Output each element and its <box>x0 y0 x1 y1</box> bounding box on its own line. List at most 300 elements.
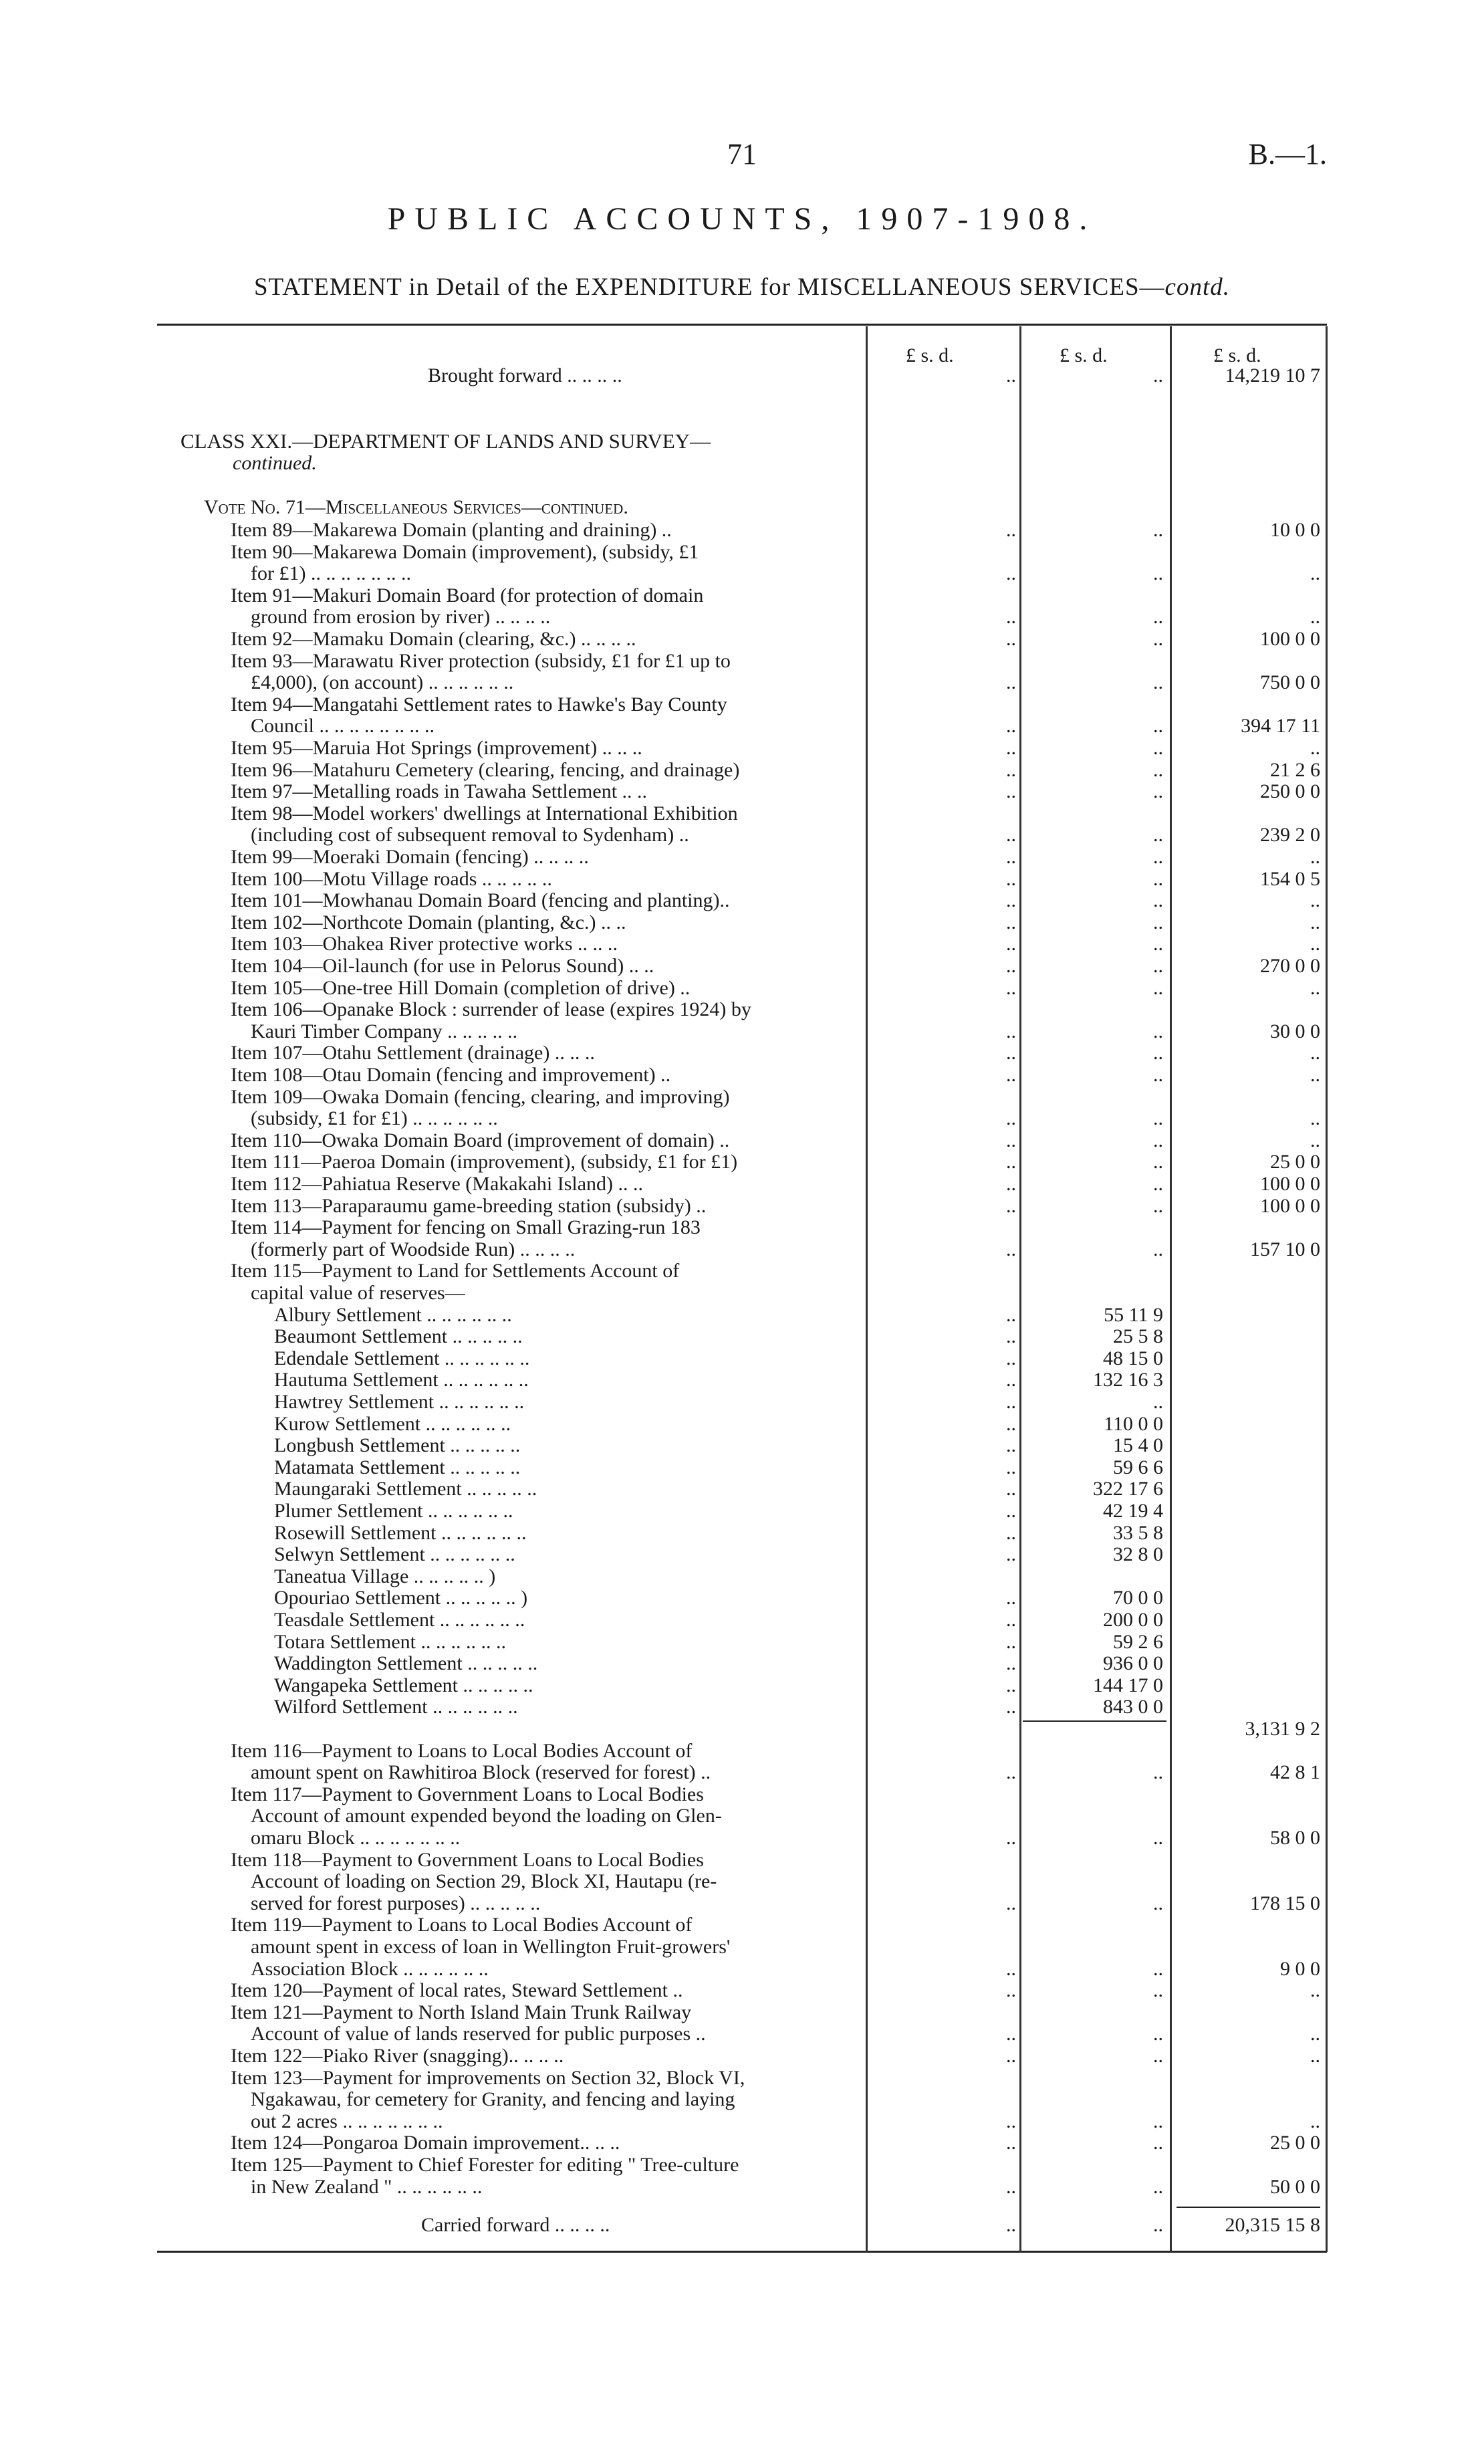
row-col2: 132 16 3 <box>1093 1369 1163 1391</box>
row-col2: .. <box>1153 737 1163 759</box>
row-col2: .. <box>1153 1761 1163 1783</box>
row-description: (subsidy, £1 for £1) .. .. .. .. .. .. <box>251 1108 498 1129</box>
row-description: Item 108—Otau Domain (fencing and improvement) .. <box>231 1065 671 1086</box>
table-row <box>0 1305 1484 1326</box>
row-description: for £1) .. .. .. .. .. .. .. <box>251 563 411 584</box>
table-row <box>0 1260 1484 1282</box>
row-col2: .. <box>1153 2023 1163 2045</box>
row-description: Item 99—Moeraki Domain (fencing) .. .. .. .. <box>231 847 589 868</box>
row-col2: .. <box>1153 628 1163 650</box>
row-col2: .. <box>1153 1064 1163 1086</box>
row-col2: .. <box>1153 1827 1163 1849</box>
row-description: Item 97—Metalling roads in Tawaha Settlement .. .. <box>231 781 648 802</box>
row-col1: .. <box>1006 1325 1016 1347</box>
row-col3: 270 0 0 <box>1260 955 1320 977</box>
row-col1: .. <box>1006 1478 1016 1500</box>
row-col3: 239 2 0 <box>1260 824 1320 846</box>
row-description: Waddington Settlement .. .. .. .. .. <box>274 1653 538 1674</box>
column-header-1: £ s. d. <box>906 344 954 366</box>
row-description: Item 95—Maruia Hot Springs (improvement) .. .. .. <box>231 738 642 759</box>
row-col1: .. <box>1006 1827 1016 1849</box>
row-col2: .. <box>1153 562 1163 584</box>
row-col3: 25 0 0 <box>1270 1151 1320 1173</box>
row-description: served for forest purposes) .. .. .. .. .. <box>251 1893 541 1914</box>
table-row <box>0 1173 1484 1195</box>
table-row <box>0 672 1484 693</box>
class-heading-continued: continued. <box>233 452 317 474</box>
table-row <box>0 1478 1484 1500</box>
brought-forward-label: Brought forward .. .. .. .. <box>428 365 622 386</box>
subtitle-main: STATEMENT in Detail of the EXPENDITURE for MISCELLANEOUS SERVICES— <box>254 273 1165 301</box>
table-row <box>0 1151 1484 1173</box>
row-col2: .. <box>1153 1391 1163 1413</box>
row-description: Item 102—Northcote Domain (planting, &c.) .. .. <box>231 912 626 933</box>
row-col2: 59 6 6 <box>1113 1456 1163 1478</box>
row-col3: 100 0 0 <box>1260 1195 1320 1217</box>
table-row <box>0 1523 1484 1544</box>
row-description: Rosewill Settlement .. .. .. .. .. .. <box>274 1523 527 1544</box>
row-description: Item 110—Owaka Domain Board (improvement of domain) .. <box>231 1130 730 1151</box>
row-col3: .. <box>1310 889 1320 911</box>
table-row <box>0 1914 1484 1936</box>
row-col1: .. <box>1006 759 1016 781</box>
row-description: Account of loading on Section 29, Block XI, Hautapu (re- <box>251 1871 717 1892</box>
row-col1: .. <box>1006 1173 1016 1195</box>
table-row <box>0 1108 1484 1129</box>
table-row <box>0 803 1484 824</box>
row-description: Item 113—Paraparaumu game-breeding station (subsidy) .. <box>231 1196 707 1217</box>
row-col1: .. <box>1006 889 1016 911</box>
row-description: Beaumont Settlement .. .. .. .. .. <box>274 1326 523 1347</box>
row-col2: .. <box>1153 2132 1163 2154</box>
row-description: Account of amount expended beyond the loading on Glen- <box>251 1805 722 1827</box>
table-row <box>0 1544 1484 1565</box>
row-col1: .. <box>1006 955 1016 977</box>
table-row <box>0 1827 1484 1849</box>
row-col1: .. <box>1006 1413 1016 1435</box>
row-description: Longbush Settlement .. .. .. .. .. <box>274 1435 521 1456</box>
row-col2: .. <box>1153 519 1163 541</box>
row-description: Item 120—Payment of local rates, Steward Settlement .. <box>231 1980 683 2001</box>
row-col1: .. <box>1006 1631 1016 1653</box>
row-col1: .. <box>1006 671 1016 693</box>
row-description: Kurow Settlement .. .. .. .. .. .. <box>274 1414 511 1435</box>
row-col2: 70 0 0 <box>1113 1587 1163 1609</box>
row-col2: .. <box>1153 2176 1163 2198</box>
row-col3: .. <box>1310 606 1320 628</box>
row-description: in New Zealand " .. .. .. .. .. .. <box>251 2176 483 2198</box>
table-row <box>0 542 1484 563</box>
row-col1: .. <box>1006 1761 1016 1783</box>
row-description: Hawtrey Settlement .. .. .. .. .. .. <box>274 1391 525 1413</box>
table-row <box>0 1609 1484 1631</box>
row-col2: .. <box>1153 824 1163 846</box>
row-col1: .. <box>1006 1652 1016 1674</box>
row-description: Item 98—Model workers' dwellings at International Exhibition <box>231 803 738 824</box>
row-col2: .. <box>1153 715 1163 737</box>
row-col2: .. <box>1153 889 1163 911</box>
row-description: Item 89—Makarewa Domain (planting and draining) .. <box>231 520 672 541</box>
row-col3: 42 8 1 <box>1270 1761 1320 1783</box>
carried-forward-rule <box>1177 2207 1320 2208</box>
table-row <box>0 824 1484 846</box>
row-col3: .. <box>1310 737 1320 759</box>
row-col1: .. <box>1006 1107 1016 1129</box>
row-col2: .. <box>1153 759 1163 781</box>
row-description: (including cost of subsequent removal to Sydenham) .. <box>251 824 689 846</box>
row-col2: 144 17 0 <box>1093 1674 1163 1696</box>
row-description: Council .. .. .. .. .. .. .. .. <box>251 715 435 737</box>
table-row <box>0 1065 1484 1086</box>
row-description: (formerly part of Woodside Run) .. .. .. .. <box>251 1239 576 1260</box>
row-col1: .. <box>1006 1522 1016 1544</box>
page-title: PUBLIC ACCOUNTS, 1907-1908. <box>387 201 1097 237</box>
row-col1: .. <box>1006 977 1016 999</box>
row-description: Item 119—Payment to Loans to Local Bodies Account of <box>231 1914 693 1936</box>
table-row <box>0 956 1484 977</box>
row-description: out 2 acres .. .. .. .. .. .. .. <box>251 2111 443 2132</box>
subtitle-contd: contd. <box>1164 273 1230 301</box>
row-description: Opouriao Settlement .. .. .. .. .. ) <box>274 1587 528 1609</box>
row-description: Item 106—Opanake Block : surrender of lease (expires 1924) by <box>231 999 751 1020</box>
row-col1: .. <box>1006 1500 1016 1522</box>
table-row <box>0 2023 1484 2045</box>
row-description: Wilford Settlement .. .. .. .. .. .. <box>274 1696 518 1718</box>
table-row <box>0 1784 1484 1805</box>
row-col1: .. <box>1006 846 1016 868</box>
row-col2: .. <box>1153 1238 1163 1260</box>
row-col2: .. <box>1153 1173 1163 1195</box>
row-col3: 154 0 5 <box>1260 868 1320 890</box>
row-col3: .. <box>1310 2110 1320 2132</box>
document-code: B.—1. <box>1248 138 1327 171</box>
row-col2: 55 11 9 <box>1104 1304 1163 1326</box>
table-row <box>0 694 1484 715</box>
table-row <box>0 847 1484 868</box>
table-row <box>0 520 1484 541</box>
table-row <box>0 1414 1484 1435</box>
row-col2: 59 2 6 <box>1113 1631 1163 1653</box>
table-row <box>0 2002 1484 2023</box>
row-col2: .. <box>1153 911 1163 933</box>
table-row <box>0 629 1484 650</box>
table-row <box>0 1762 1484 1783</box>
row-description: Item 100—Motu Village roads .. .. .. .. .. <box>231 869 552 890</box>
row-col3: .. <box>1310 2045 1320 2067</box>
row-description: Item 91—Makuri Domain Board (for protection of domain <box>231 585 704 606</box>
row-col2: .. <box>1153 868 1163 890</box>
table-row <box>0 1805 1484 1827</box>
table-row <box>0 869 1484 890</box>
table-row <box>0 1391 1484 1413</box>
row-description: Item 114—Payment for fencing on Small Grazing-run 183 <box>231 1217 701 1238</box>
row-col1: .. <box>1006 1696 1016 1718</box>
row-col2: .. <box>1153 2045 1163 2067</box>
row-col1: .. <box>1006 519 1016 541</box>
statement-subtitle <box>0 273 1484 302</box>
row-col2: .. <box>1153 780 1163 802</box>
row-col1: .. <box>1006 1042 1016 1064</box>
table-row <box>0 2176 1484 2198</box>
table-row <box>0 760 1484 781</box>
row-col1: .. <box>1006 628 1016 650</box>
row-col2: .. <box>1153 1892 1163 1914</box>
row-description: Hautuma Settlement .. .. .. .. .. .. <box>274 1369 529 1391</box>
table-row <box>0 1675 1484 1696</box>
table-row <box>0 1653 1484 1674</box>
page-number: 71 <box>727 138 757 171</box>
table-row <box>0 1871 1484 1892</box>
row-col1: .. <box>1006 2176 1016 2198</box>
row-col2: .. <box>1153 1151 1163 1173</box>
row-description: Maungaraki Settlement .. .. .. .. .. <box>274 1478 537 1500</box>
table-bottom-rule <box>157 2251 1327 2253</box>
row-col1: .. <box>1006 1129 1016 1151</box>
subtotal-rule <box>1023 1720 1166 1722</box>
table-row <box>0 606 1484 628</box>
row-col2: .. <box>1153 1979 1163 2001</box>
row-description: Item 111—Paeroa Domain (improvement), (subsidy, £1 for £1) <box>231 1151 738 1173</box>
table-row <box>0 978 1484 999</box>
row-description: Totara Settlement .. .. .. .. .. .. <box>274 1632 506 1653</box>
table-row <box>0 1021 1484 1042</box>
row-description: Selwyn Settlement .. .. .. .. .. .. <box>274 1544 515 1565</box>
row-col3: 178 15 0 <box>1250 1892 1320 1914</box>
row-col1: .. <box>1006 780 1016 802</box>
row-col2: .. <box>1153 1020 1163 1042</box>
brought-forward-row <box>0 365 1484 386</box>
brought-forward-c2: .. <box>1153 364 1163 386</box>
row-description: £4,000), (on account) .. .. .. .. .. .. <box>251 672 514 693</box>
row-description: Taneatua Village .. .. .. .. .. ) <box>274 1566 496 1587</box>
row-col2: .. <box>1153 1107 1163 1129</box>
row-col1: .. <box>1006 1391 1016 1413</box>
row-col3: 30 0 0 <box>1270 1020 1320 1042</box>
row-col2: 936 0 0 <box>1103 1652 1163 1674</box>
row-col2: .. <box>1153 671 1163 693</box>
table-row <box>0 2067 1484 2089</box>
carried-forward-row <box>0 2215 1484 2236</box>
row-col1: .. <box>1006 715 1016 737</box>
row-col1: .. <box>1006 2132 1016 2154</box>
row-col3: .. <box>1310 1129 1320 1151</box>
vote-heading: Vote No. 71—Miscellaneous Services—continued. <box>204 496 628 518</box>
row-col2: .. <box>1153 1195 1163 1217</box>
table-row <box>0 1500 1484 1522</box>
row-col1: .. <box>1006 911 1016 933</box>
row-col2: 15 4 0 <box>1113 1434 1163 1456</box>
table-row <box>0 651 1484 672</box>
row-description: Item 107—Otahu Settlement (drainage) .. .. .. <box>231 1042 595 1064</box>
row-description: Edendale Settlement .. .. .. .. .. .. <box>274 1348 530 1369</box>
row-description: Item 118—Payment to Government Loans to Local Bodies <box>231 1850 704 1871</box>
row-col2: .. <box>1153 933 1163 955</box>
row-col1: .. <box>1006 562 1016 584</box>
row-col3: 157 10 0 <box>1250 1238 1320 1260</box>
table-row <box>0 1893 1484 1914</box>
row-description: Item 93—Marawatu River protection (subsidy, £1 for £1 up to <box>231 651 731 672</box>
row-description: Item 90—Makarewa Domain (improvement), (subsidy, £1 <box>231 542 699 563</box>
table-row <box>0 1087 1484 1108</box>
row-description: Association Block .. .. .. .. .. .. <box>251 1958 489 1980</box>
row-description: Matamata Settlement .. .. .. .. .. <box>274 1457 521 1478</box>
row-col3: 750 0 0 <box>1260 671 1320 693</box>
row-col2: .. <box>1153 1958 1163 1980</box>
row-col2: 32 8 0 <box>1113 1543 1163 1565</box>
table-row <box>0 2154 1484 2176</box>
row-description: Item 103—Ohakea River protective works .. .. .. <box>231 933 618 955</box>
table-row <box>0 933 1484 955</box>
row-col1: .. <box>1006 2110 1016 2132</box>
row-description: Item 121—Payment to North Island Main Trunk Railway <box>231 2002 692 2023</box>
row-description: Item 115—Payment to Land for Settlements Account of <box>231 1260 680 1282</box>
row-col3: 100 0 0 <box>1260 628 1320 650</box>
row-description: Item 123—Payment for improvements on Section 32, Block VI, <box>231 2067 745 2089</box>
table-row <box>0 715 1484 737</box>
table-row <box>0 563 1484 584</box>
table-row <box>0 1718 1484 1740</box>
row-description: Albury Settlement .. .. .. .. .. .. <box>274 1305 512 1326</box>
carried-forward-label: Carried forward .. .. .. .. <box>421 2215 610 2236</box>
row-col2: .. <box>1153 606 1163 628</box>
row-col1: .. <box>1006 1434 1016 1456</box>
table-row <box>0 781 1484 802</box>
table-row <box>0 1348 1484 1369</box>
row-col3: 3,131 9 2 <box>1245 1718 1320 1740</box>
carried-forward-c1: .. <box>1006 2214 1016 2236</box>
row-description: Item 116—Payment to Loans to Local Bodies Account of <box>231 1741 693 1762</box>
row-col3: .. <box>1310 2023 1320 2045</box>
row-col2: .. <box>1153 1129 1163 1151</box>
row-description: Wangapeka Settlement .. .. .. .. .. <box>274 1675 533 1696</box>
table-row <box>0 2111 1484 2132</box>
table-top-rule <box>157 324 1327 326</box>
row-col1: .. <box>1006 1674 1016 1696</box>
row-description: Item 124—Pongaroa Domain improvement.. .. .. <box>231 2132 620 2154</box>
row-col1: .. <box>1006 606 1016 628</box>
row-col2: .. <box>1153 977 1163 999</box>
row-col3: 100 0 0 <box>1260 1173 1320 1195</box>
row-description: Ngakawau, for cemetery for Granity, and fencing and laying <box>251 2089 735 2110</box>
table-row <box>0 1632 1484 1653</box>
row-col2: 843 0 0 <box>1103 1696 1163 1718</box>
row-col2: .. <box>1153 955 1163 977</box>
table-row <box>0 2045 1484 2067</box>
table-row <box>0 738 1484 759</box>
row-col2: .. <box>1153 846 1163 868</box>
row-col2: 200 0 0 <box>1103 1609 1163 1631</box>
row-col2: 42 19 4 <box>1103 1500 1163 1522</box>
class-heading: CLASS XXI.—DEPARTMENT OF LANDS AND SURVEY— <box>180 429 711 453</box>
row-description: Kauri Timber Company .. .. .. .. .. <box>251 1021 518 1042</box>
row-description: omaru Block .. .. .. .. .. .. .. <box>251 1827 461 1849</box>
row-col3: 9 0 0 <box>1280 1958 1320 1980</box>
table-row <box>0 999 1484 1020</box>
row-description: Account of value of lands reserved for public purposes .. <box>251 2023 706 2045</box>
row-col3: 394 17 11 <box>1241 715 1320 737</box>
row-description: Item 101—Mowhanau Domain Board (fencing and planting).. <box>231 890 730 911</box>
table-row <box>0 2132 1484 2154</box>
carried-forward-c2: .. <box>1153 2214 1163 2236</box>
row-description: Item 96—Matahuru Cemetery (clearing, fencing, and drainage) <box>231 760 740 781</box>
row-col2: 33 5 8 <box>1113 1522 1163 1544</box>
table-row <box>0 1980 1484 2001</box>
row-description: Item 109—Owaka Domain (fencing, clearing, and improving) <box>231 1087 730 1108</box>
table-row <box>0 1042 1484 1064</box>
row-col3: 250 0 0 <box>1260 780 1320 802</box>
table-row <box>0 1435 1484 1456</box>
table-row <box>0 1282 1484 1304</box>
row-col3: .. <box>1310 1042 1320 1064</box>
row-description: Item 94—Mangatahi Settlement rates to Hawke's Bay County <box>231 694 727 715</box>
row-col1: .. <box>1006 1195 1016 1217</box>
row-col1: .. <box>1006 1304 1016 1326</box>
row-col1: .. <box>1006 868 1016 890</box>
table-row <box>0 1936 1484 1958</box>
row-col1: .. <box>1006 1238 1016 1260</box>
row-col2: 25 5 8 <box>1113 1325 1163 1347</box>
row-col3: 10 0 0 <box>1270 519 1320 541</box>
row-col1: .. <box>1006 824 1016 846</box>
row-col1: .. <box>1006 1979 1016 2001</box>
row-col1: .. <box>1006 1958 1016 1980</box>
row-col1: .. <box>1006 1587 1016 1609</box>
row-col3: .. <box>1310 911 1320 933</box>
row-col1: .. <box>1006 1020 1016 1042</box>
row-col3: .. <box>1310 562 1320 584</box>
row-description: Teasdale Settlement .. .. .. .. .. .. <box>274 1609 525 1631</box>
row-description: Plumer Settlement .. .. .. .. .. .. <box>274 1500 513 1522</box>
brought-forward-c1: .. <box>1006 364 1016 386</box>
row-col2: 48 15 0 <box>1103 1347 1163 1369</box>
carried-forward-total: 20,315 15 8 <box>1225 2214 1320 2236</box>
row-description: Item 112—Pahiatua Reserve (Makakahi Island) .. .. <box>231 1173 644 1195</box>
row-col1: .. <box>1006 1369 1016 1391</box>
row-description: Item 117—Payment to Government Loans to Local Bodies <box>231 1784 704 1805</box>
row-col3: .. <box>1310 1979 1320 2001</box>
row-col1: .. <box>1006 737 1016 759</box>
row-col3: 25 0 0 <box>1270 2132 1320 2154</box>
row-description: amount spent on Rawhitiroa Block (reserved for forest) .. <box>251 1762 711 1783</box>
row-col1: .. <box>1006 1456 1016 1478</box>
row-col1: .. <box>1006 2045 1016 2067</box>
row-description: Item 104—Oil-launch (for use in Pelorus Sound) .. .. <box>231 956 654 977</box>
row-col3: 50 0 0 <box>1270 2176 1320 2198</box>
table-row <box>0 2089 1484 2110</box>
table-row <box>0 890 1484 911</box>
row-col1: .. <box>1006 1609 1016 1631</box>
row-col1: .. <box>1006 1347 1016 1369</box>
table-row <box>0 1239 1484 1260</box>
table-row <box>0 1369 1484 1391</box>
row-col3: 21 2 6 <box>1270 759 1320 781</box>
row-col3: .. <box>1310 1064 1320 1086</box>
row-col3: .. <box>1310 1107 1320 1129</box>
row-description: Item 125—Payment to Chief Forester for editing " Tree-culture <box>231 2154 739 2176</box>
row-col1: .. <box>1006 1543 1016 1565</box>
table-row <box>0 1696 1484 1718</box>
row-col1: .. <box>1006 1892 1016 1914</box>
column-header-2: £ s. d. <box>1060 344 1108 366</box>
row-col2: 110 0 0 <box>1104 1413 1163 1435</box>
row-col2: 322 17 6 <box>1093 1478 1163 1500</box>
table-row <box>0 912 1484 933</box>
row-col2: .. <box>1153 2110 1163 2132</box>
brought-forward-total: 14,219 10 7 <box>1225 364 1320 386</box>
table-row <box>0 1587 1484 1609</box>
row-col3: .. <box>1310 933 1320 955</box>
row-description: Item 105—One-tree Hill Domain (completion of drive) .. <box>231 978 691 999</box>
